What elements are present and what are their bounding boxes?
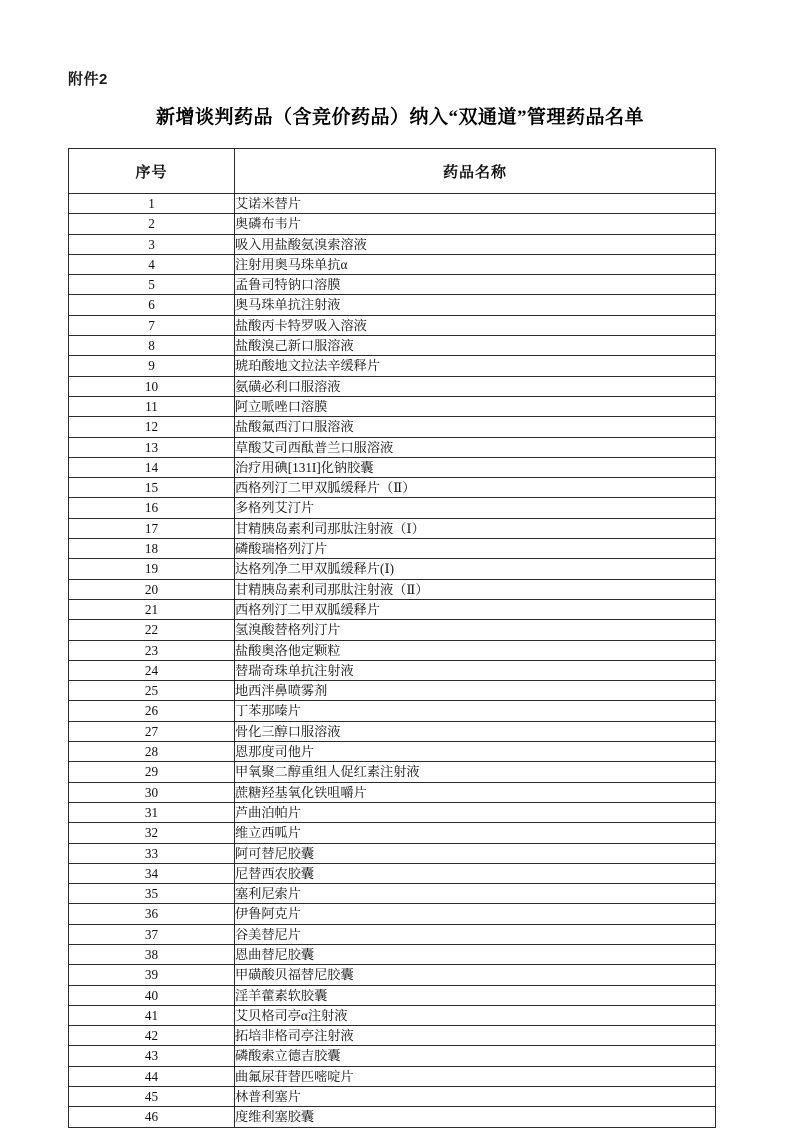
cell-no: 42 (69, 1026, 235, 1046)
cell-drug-name: 林普利塞片 (235, 1087, 716, 1107)
page-title: 新增谈判药品（含竞价药品）纳入“双通道”管理药品名单 (155, 107, 644, 128)
table-row (69, 1046, 716, 1066)
cell-drug-name: 奥磷布韦片 (235, 214, 716, 234)
cell-no: 37 (69, 924, 235, 944)
table-row (69, 559, 716, 579)
table-row (69, 498, 716, 518)
cell-no: 43 (69, 1046, 235, 1066)
table-row (69, 214, 716, 234)
table-row (69, 944, 716, 964)
cell-drug-name: 盐酸氟西汀口服溶液 (235, 417, 716, 437)
cell-no: 9 (69, 356, 235, 376)
cell-drug-name: 淫羊藿素软胶囊 (235, 985, 716, 1005)
table-row (69, 315, 716, 335)
cell-drug-name: 艾贝格司亭α注射液 (235, 1005, 716, 1025)
cell-no: 20 (69, 579, 235, 599)
table-row (69, 539, 716, 559)
cell-drug-name: 吸入用盐酸氨溴索溶液 (235, 234, 716, 254)
cell-no: 39 (69, 965, 235, 985)
table-row (69, 396, 716, 416)
cell-drug-name: 磷酸瑞格列汀片 (235, 539, 716, 559)
cell-drug-name: 蔗糖羟基氧化铁咀嚼片 (235, 782, 716, 802)
cell-drug-name: 恩那度司他片 (235, 742, 716, 762)
cell-drug-name: 琥珀酸地文拉法辛缓释片 (235, 356, 716, 376)
table-row (69, 884, 716, 904)
table-row (69, 234, 716, 254)
table-row (69, 620, 716, 640)
table-row (69, 762, 716, 782)
cell-drug-name: 拓培非格司亭注射液 (235, 1026, 716, 1046)
table-row (69, 721, 716, 741)
cell-drug-name: 盐酸溴己新口服溶液 (235, 336, 716, 356)
cell-no: 3 (69, 234, 235, 254)
cell-no: 12 (69, 417, 235, 437)
cell-drug-name: 谷美替尼片 (235, 924, 716, 944)
cell-no: 11 (69, 396, 235, 416)
drug-table-container (68, 148, 716, 1128)
cell-no: 7 (69, 315, 235, 335)
cell-drug-name: 艾诺米替片 (235, 194, 716, 214)
cell-drug-name: 氢溴酸替格列汀片 (235, 620, 716, 640)
cell-no: 32 (69, 823, 235, 843)
cell-no: 41 (69, 1005, 235, 1025)
cell-no: 46 (69, 1107, 235, 1127)
cell-no: 33 (69, 843, 235, 863)
table-row (69, 356, 716, 376)
cell-drug-name: 磷酸索立德吉胶囊 (235, 1046, 716, 1066)
cell-drug-name: 奥马珠单抗注射液 (235, 295, 716, 315)
cell-no: 16 (69, 498, 235, 518)
cell-drug-name: 草酸艾司西酞普兰口服溶液 (235, 437, 716, 457)
cell-no: 40 (69, 985, 235, 1005)
cell-drug-name: 甘精胰岛素利司那肽注射液（Ⅱ） (235, 579, 716, 599)
table-row (69, 924, 716, 944)
cell-drug-name: 注射用奥马珠单抗α (235, 254, 716, 274)
table-row (69, 701, 716, 721)
table-body (69, 194, 716, 1128)
cell-drug-name: 度维利塞胶囊 (235, 1107, 716, 1127)
cell-no: 34 (69, 863, 235, 883)
cell-no: 19 (69, 559, 235, 579)
cell-drug-name: 恩曲替尼胶囊 (235, 944, 716, 964)
table-row (69, 1087, 716, 1107)
cell-drug-name: 达格列净二甲双胍缓释片(Ⅰ) (235, 559, 716, 579)
table-row (69, 681, 716, 701)
table-row (69, 295, 716, 315)
table-row (69, 742, 716, 762)
cell-no: 2 (69, 214, 235, 234)
cell-drug-name: 氨磺必利口服溶液 (235, 376, 716, 396)
cell-no: 1 (69, 194, 235, 214)
table-row (69, 904, 716, 924)
table-row (69, 518, 716, 538)
table-row (69, 579, 716, 599)
table-row (69, 863, 716, 883)
table-row (69, 965, 716, 985)
cell-drug-name: 替瑞奇珠单抗注射液 (235, 660, 716, 680)
cell-no: 25 (69, 681, 235, 701)
table-row (69, 823, 716, 843)
column-header-no: 序号 (69, 149, 235, 194)
cell-drug-name: 骨化三醇口服溶液 (235, 721, 716, 741)
table-row (69, 275, 716, 295)
table-row (69, 437, 716, 457)
cell-drug-name: 甘精胰岛素利司那肽注射液（Ⅰ） (235, 518, 716, 538)
cell-drug-name: 甲磺酸贝福替尼胶囊 (235, 965, 716, 985)
cell-drug-name: 甲氧聚二醇重组人促红素注射液 (235, 762, 716, 782)
cell-no: 24 (69, 660, 235, 680)
cell-no: 6 (69, 295, 235, 315)
cell-no: 23 (69, 640, 235, 660)
cell-drug-name: 阿立哌唑口溶膜 (235, 396, 716, 416)
table-row (69, 478, 716, 498)
cell-drug-name: 尼替西农胶囊 (235, 863, 716, 883)
table-row (69, 336, 716, 356)
column-header-name: 药品名称 (235, 149, 716, 194)
cell-drug-name: 曲氟尿苷替匹嘧啶片 (235, 1066, 716, 1086)
cell-drug-name: 伊鲁阿克片 (235, 904, 716, 924)
cell-no: 44 (69, 1066, 235, 1086)
cell-drug-name: 治疗用碘[131I]化钠胶囊 (235, 457, 716, 477)
cell-no: 35 (69, 884, 235, 904)
table-row (69, 417, 716, 437)
cell-no: 15 (69, 478, 235, 498)
cell-no: 22 (69, 620, 235, 640)
cell-no: 21 (69, 599, 235, 619)
cell-no: 17 (69, 518, 235, 538)
cell-drug-name: 阿可替尼胶囊 (235, 843, 716, 863)
cell-no: 4 (69, 254, 235, 274)
drug-table (68, 148, 716, 1128)
cell-drug-name: 维立西呱片 (235, 823, 716, 843)
table-row (69, 599, 716, 619)
cell-no: 10 (69, 376, 235, 396)
cell-drug-name: 地西泮鼻喷雾剂 (235, 681, 716, 701)
cell-no: 18 (69, 539, 235, 559)
cell-no: 14 (69, 457, 235, 477)
cell-drug-name: 孟鲁司特钠口溶膜 (235, 275, 716, 295)
cell-no: 27 (69, 721, 235, 741)
cell-no: 36 (69, 904, 235, 924)
cell-no: 29 (69, 762, 235, 782)
cell-no: 38 (69, 944, 235, 964)
table-row (69, 457, 716, 477)
table-row (69, 194, 716, 214)
cell-drug-name: 西格列汀二甲双胍缓释片 (235, 599, 716, 619)
table-header (69, 149, 716, 194)
cell-drug-name: 盐酸奥洛他定颗粒 (235, 640, 716, 660)
cell-no: 8 (69, 336, 235, 356)
cell-no: 30 (69, 782, 235, 802)
table-row (69, 376, 716, 396)
cell-no: 31 (69, 802, 235, 822)
cell-drug-name: 西格列汀二甲双胍缓释片（Ⅱ） (235, 478, 716, 498)
cell-no: 45 (69, 1087, 235, 1107)
table-row (69, 843, 716, 863)
table-row (69, 254, 716, 274)
cell-no: 13 (69, 437, 235, 457)
cell-drug-name: 盐酸丙卡特罗吸入溶液 (235, 315, 716, 335)
table-row (69, 782, 716, 802)
cell-no: 5 (69, 275, 235, 295)
table-row (69, 1005, 716, 1025)
table-row (69, 1066, 716, 1086)
cell-drug-name: 多格列艾汀片 (235, 498, 716, 518)
table-row (69, 640, 716, 660)
table-row (69, 1107, 716, 1127)
cell-drug-name: 塞利尼索片 (235, 884, 716, 904)
cell-no: 26 (69, 701, 235, 721)
cell-drug-name: 芦曲泊帕片 (235, 802, 716, 822)
table-row (69, 802, 716, 822)
table-row (69, 985, 716, 1005)
cell-drug-name: 丁苯那嗪片 (235, 701, 716, 721)
cell-no: 28 (69, 742, 235, 762)
table-row (69, 660, 716, 680)
table-row (69, 1026, 716, 1046)
table-header-row (69, 149, 716, 194)
attachment-label: 附件2 (68, 71, 108, 88)
